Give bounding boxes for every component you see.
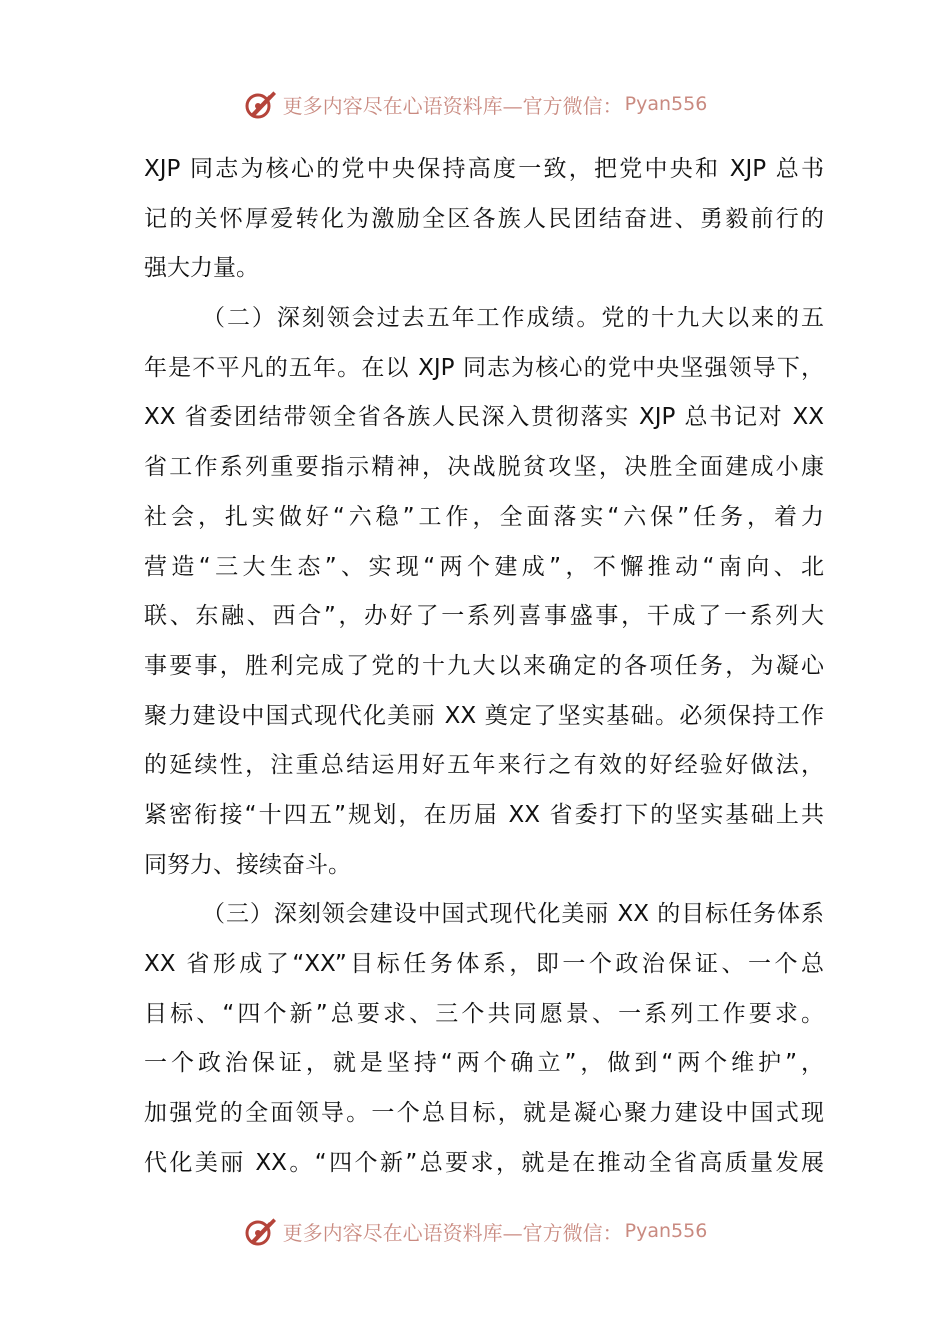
body-line: XX 省委团结带领全省各族人民深入贯彻落实 XJP 总书记对 XX [144, 404, 824, 431]
body-line: 联、东融、西合”，办好了一系列喜事盛事，干成了一系列大 [144, 603, 824, 630]
body-line: 紧密衔接“十四五”规划，在历届 XX 省委打下的坚实基础上共 [144, 801, 824, 828]
body-line: 营造“三大生态”、实现“两个建成”，不懈推动“南向、北 [144, 553, 824, 580]
body-line: （三）深刻领会建设中国式现代化美丽 XX 的目标任务体系 [202, 901, 824, 928]
watermark-text: 更多内容尽在心语资料库—官方微信： [282, 1220, 623, 1245]
body-line: 一个政治保证，就是坚持“两个确立”，做到“两个维护”， [144, 1050, 824, 1077]
body-line: 聚力建设中国式现代化美丽 XX 奠定了坚实基础。必须保持工作 [144, 702, 824, 729]
watermark-wechat-id: Pyan556 [624, 1220, 708, 1242]
quill-logo-icon [243, 1213, 279, 1249]
body-line: 同努力、接续奋斗。 [144, 851, 351, 878]
watermark-wechat-id: Pyan556 [624, 93, 708, 115]
quill-logo-icon [243, 86, 279, 122]
watermark-text: 更多内容尽在心语资料库—官方微信： [282, 93, 623, 118]
body-line: 代化美丽 XX。“四个新”总要求，就是在推动全省高质量发展 [144, 1149, 824, 1176]
body-line: 事要事，胜利完成了党的十九大以来确定的各项任务，为凝心 [144, 652, 824, 679]
body-line: 强大力量。 [144, 255, 259, 282]
body-line: 年是不平凡的五年。在以 XJP 同志为核心的党中央坚强领导下， [144, 354, 824, 381]
body-line: （二）深刻领会过去五年工作成绩。党的十九大以来的五 [202, 305, 824, 332]
body-line: 加强党的全面领导。一个总目标，就是凝心聚力建设中国式现 [144, 1100, 824, 1127]
body-line: XX 省形成了“XX”目标任务体系，即一个政治保证、一个总 [144, 951, 824, 977]
body-line: 的延续性，注重总结运用好五年来行之有效的好经验好做法， [144, 752, 824, 779]
body-line: 记的关怀厚爱转化为激励全区各族人民团结奋进、勇毅前行的 [144, 205, 824, 232]
body-line: 目标、“四个新”总要求、三个共同愿景、一系列工作要求。 [144, 1000, 824, 1027]
watermark-footer [0, 1211, 950, 1251]
body-line: XJP 同志为核心的党中央保持高度一致，把党中央和 XJP 总书 [144, 156, 824, 182]
document-body [144, 145, 824, 1188]
watermark-header [0, 84, 950, 124]
body-line: 社会，扎实做好“六稳”工作，全面落实“六保”任务，着力 [144, 503, 824, 530]
body-line: 省工作系列重要指示精神，决战脱贫攻坚，决胜全面建成小康 [144, 454, 824, 481]
